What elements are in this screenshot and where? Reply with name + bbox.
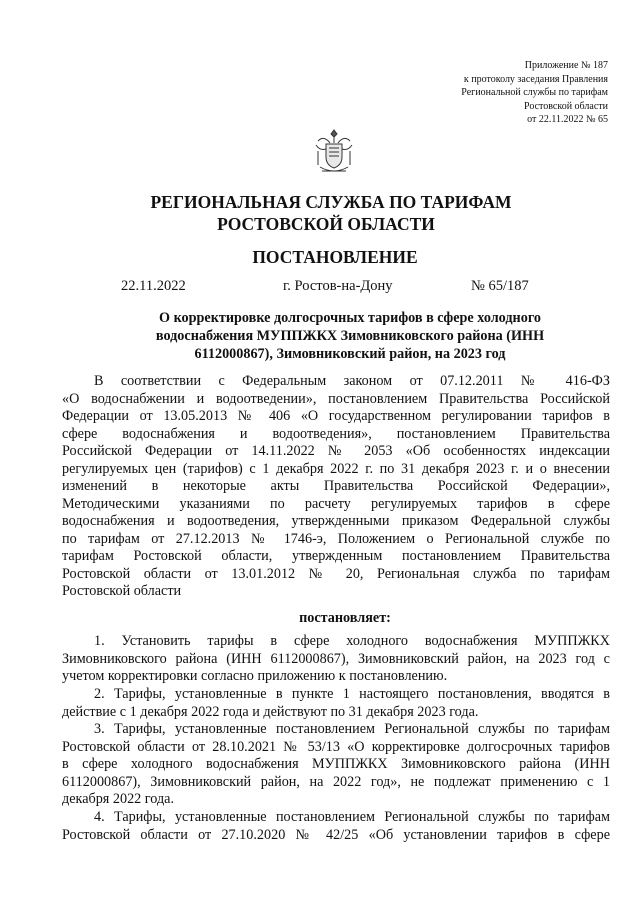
org-line-1: РЕГИОНАЛЬНАЯ СЛУЖБА ПО ТАРИФАМ (150, 192, 512, 212)
subject-line: О корректировке долгосрочных тарифов в сфере холодного (158, 310, 541, 326)
item-line: 2. Тарифы, установленные в пункте 1 настоящего постановления, вводятся в (94, 686, 610, 702)
coat-of-arms-icon (312, 127, 356, 175)
preamble-line: тарифам Ростовской области, утвержденным постановлением Правительства (62, 548, 610, 564)
preamble-line: «О водоснабжении и водоотведении», постановлением Правительства Российской (62, 390, 610, 407)
item-line: действие с 1 декабря 2022 года и действуют по 31 декабря 2023 года. (62, 703, 479, 720)
appendix-line: Приложение № 187 (524, 60, 608, 71)
preamble-line: Ростовской области от 13.01.2012 № 20, Региональная служба по тарифам (62, 565, 610, 582)
document-date: 22.11.2022 (121, 278, 186, 294)
appendix-line: к протоколу заседания Правления (463, 73, 608, 85)
item-3 (62, 721, 610, 809)
document-number: № 65/187 (471, 278, 529, 294)
preamble-line: регулируемых цен (тарифов) с 1 декабря 2022 г. по 31 декабря 2023 г. и о внесении (62, 460, 610, 477)
item-line: учетом корректировки согласно приложению к постановлению. (62, 668, 448, 684)
preamble-line: Российской Федерации от 14.11.2022 № 2053 «Об особенностях индексации (62, 443, 610, 459)
appendix-line: Региональной службы по тарифам (461, 87, 608, 98)
item-1 (62, 633, 610, 686)
preamble-line: по тарифам от 27.12.2013 № 1746-э, Положением о Региональной службе по (62, 530, 610, 547)
item-line: 4. Тарифы, установленные постановлением Региональной службы по тарифам (94, 809, 610, 825)
preamble-line: сфере водоснабжения и водоотведения», постановлением Правительства (62, 425, 610, 442)
document-subject (100, 309, 600, 363)
appendix-line: Ростовской области (524, 100, 608, 112)
subject-line: 6112000867), Зимовниковский район, на 2023 год (194, 346, 506, 362)
appendix-note (348, 59, 608, 127)
item-line: Зимовниковского района (ИНН 6112000867), Зимовниковский район, на 2023 год с (62, 650, 610, 667)
preamble-line: Методическими указаниями по расчету регулируемых тарифов в сфере (62, 495, 610, 512)
item-line: 3. Тарифы, установленные постановлением Региональной службы по тарифам (94, 721, 610, 737)
item-line: 1. Установить тарифы в сфере холодного водоснабжения МУППЖКХ (94, 633, 610, 649)
item-line: декабря 2022 года. (62, 791, 175, 807)
preamble-line: Ростовской области (62, 583, 182, 599)
preamble-line: водоснабжения и водоотведения, утвержденными приказом Федеральной службы (62, 513, 610, 529)
org-line-2: РОСТОВСКОЙ ОБЛАСТИ (217, 214, 435, 234)
organization-name (0, 191, 640, 235)
resolve-heading: постановляет: (299, 610, 391, 626)
document-city: г. Ростов-на-Дону (283, 278, 393, 294)
subject-line: водоснабжения МУППЖКХ Зимовниковского района (ИНН (155, 328, 545, 344)
item-line: 6112000867), Зимовниковский район, на 2022 год», не подлежат применению с 1 (62, 773, 610, 790)
appendix-line: от 22.11.2022 № 65 (527, 114, 608, 125)
item-line: Ростовской области от 27.10.2020 № 42/25 «Об установлении тарифов в сфере (62, 826, 610, 843)
preamble-line: изменений в некоторые акты Правительства Российской Федерации», (62, 478, 610, 494)
item-line: в сфере холодного водоснабжения МУППЖКХ Зимовниковского района (ИНН (62, 756, 610, 772)
item-line: Ростовской области от 28.10.2021 № 53/13 «О корректировке долгосрочных тарифов (62, 738, 610, 755)
preamble (62, 373, 610, 601)
preamble-line: В соответствии с Федеральным законом от 07.12.2011 № 416-ФЗ (94, 373, 610, 389)
item-4 (62, 809, 610, 844)
item-2 (62, 686, 610, 721)
preamble-line: Федерации от 13.05.2013 № 406 «О государственном регулировании тарифов в (62, 408, 610, 424)
document-type: ПОСТАНОВЛЕНИЕ (252, 247, 418, 267)
